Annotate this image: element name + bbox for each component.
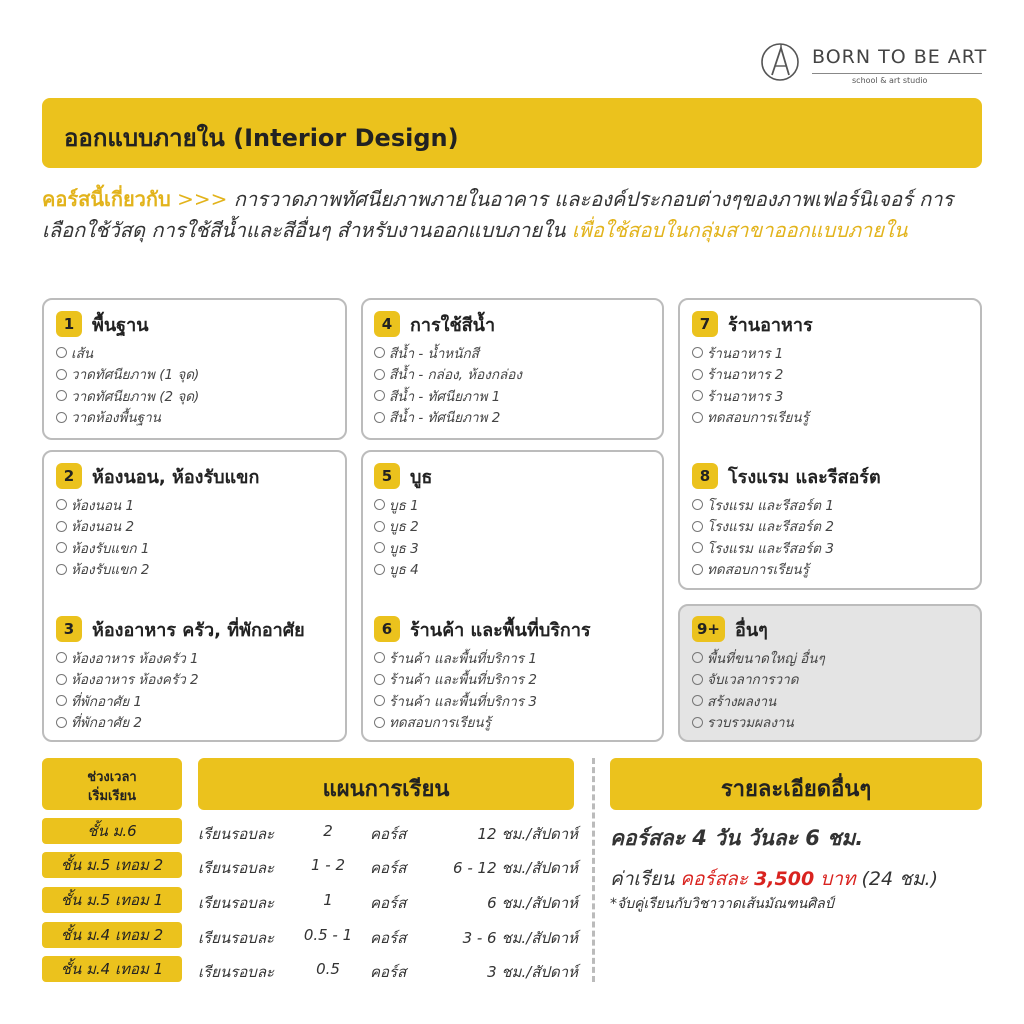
lesson-item[interactable]	[374, 647, 591, 669]
plan-count: 0.5	[316, 960, 340, 978]
lesson-label: ที่พักอาศัย 1	[71, 693, 143, 710]
lesson-label: ทดสอบการเรียนรู้	[389, 715, 491, 732]
plan-label: เรียนรอบละ	[198, 963, 275, 981]
lesson-label: ห้องรับแขก 1	[71, 540, 150, 557]
lesson-item[interactable]	[56, 669, 305, 691]
lesson-item[interactable]	[56, 690, 305, 712]
lesson-label: รวบรวมผลงาน	[707, 715, 794, 732]
radio-icon[interactable]	[692, 674, 703, 685]
radio-icon[interactable]	[692, 412, 703, 423]
pairing-note: *จับคู่เรียนกับวิชาวาดเส้นมัณฑนศิลป์	[610, 896, 834, 912]
lesson-label: ที่พักอาศัย 2	[71, 715, 143, 732]
plan-row	[198, 956, 578, 982]
description-lead: คอร์สนี้เกี่ยวกับ	[42, 187, 171, 211]
lesson-item[interactable]	[692, 537, 881, 559]
page-title-bar	[42, 98, 982, 168]
lesson-label: จับเวลาการวาด	[707, 672, 799, 689]
lesson-label: ร้านอาหาร 3	[707, 388, 784, 405]
grade-label: ชั้น ม.4 เทอม 2	[42, 922, 182, 948]
lesson-item[interactable]	[56, 342, 199, 364]
radio-icon[interactable]	[56, 564, 67, 575]
lesson-item[interactable]	[692, 690, 825, 712]
section-7	[692, 310, 813, 428]
radio-icon[interactable]	[374, 412, 385, 423]
plan-count: 0.5 - 1	[303, 926, 353, 944]
section-title: การใช้สีน้ำ	[410, 314, 496, 336]
radio-icon[interactable]	[374, 674, 385, 685]
lesson-label: ห้องอาหาร ห้องครัว 2	[71, 672, 199, 689]
radio-icon[interactable]	[56, 347, 67, 358]
details-title: รายละเอียดอื่นๆ	[720, 777, 872, 802]
radio-icon[interactable]	[374, 542, 385, 553]
plan-count: 1	[323, 891, 333, 909]
lesson-label: สีน้ำ - กล่อง, ห้องกล่อง	[389, 367, 522, 384]
radio-icon[interactable]	[374, 369, 385, 380]
radio-icon[interactable]	[374, 695, 385, 706]
plan-count: 2	[323, 822, 333, 840]
lesson-item[interactable]	[56, 364, 199, 386]
description-arrows: >>>	[177, 187, 228, 211]
section-number: 9+	[692, 616, 725, 642]
section-title: อื่นๆ	[735, 619, 768, 641]
price-amount: 3,500	[754, 868, 815, 890]
radio-icon[interactable]	[374, 521, 385, 532]
lesson-label: โรงแรม และรีสอร์ต 3	[707, 540, 834, 557]
radio-icon[interactable]	[374, 499, 385, 510]
section-5	[374, 462, 432, 580]
lesson-label: บูธ 3	[389, 540, 419, 557]
lesson-label: เส้น	[71, 345, 94, 362]
lesson-label: บูธ 4	[389, 562, 419, 579]
lesson-label: สร้างผลงาน	[707, 693, 777, 710]
lesson-item[interactable]	[56, 407, 199, 429]
lesson-item[interactable]	[56, 647, 305, 669]
section-number: 6	[374, 616, 400, 642]
lesson-item[interactable]	[56, 516, 259, 538]
lesson-label: บูธ 1	[389, 497, 419, 514]
radio-icon[interactable]	[374, 347, 385, 358]
radio-icon[interactable]	[692, 369, 703, 380]
radio-icon[interactable]	[56, 390, 67, 401]
section-number: 5	[374, 463, 400, 489]
radio-icon[interactable]	[692, 695, 703, 706]
start-period-header	[42, 758, 182, 810]
radio-icon[interactable]	[374, 652, 385, 663]
plan-hours: 12 ชม./สัปดาห์	[477, 825, 578, 843]
price-label: ค่าเรียน	[610, 868, 681, 890]
description-body: การวาดภาพทัศนียภาพภายในอาคาร และองค์ประกอบต่างๆของภาพเฟอร์นิเจอร์ การเลือกใช้วัสดุ การใช้สีน้ำและสีอื่นๆ สำหรับงานออกแบบภายใน	[42, 187, 954, 242]
brand-tagline: school & art studio	[852, 76, 928, 85]
radio-icon[interactable]	[374, 390, 385, 401]
lesson-label: ห้องนอน 1	[71, 497, 135, 514]
lesson-label: ร้านอาหาร 1	[707, 345, 784, 362]
lesson-item[interactable]	[374, 516, 432, 538]
lesson-item[interactable]	[374, 559, 432, 581]
section-number: 3	[56, 616, 82, 642]
section-title: ห้องอาหาร ครัว, ที่พักอาศัย	[92, 619, 305, 641]
lesson-label: โรงแรม และรีสอร์ต 2	[707, 519, 834, 536]
lesson-item[interactable]	[374, 669, 591, 691]
lesson-label: บูธ 2	[389, 519, 419, 536]
lesson-label: สีน้ำ - น้ำหนักสี	[389, 345, 479, 362]
brand-divider	[812, 73, 982, 74]
radio-icon[interactable]	[374, 717, 385, 728]
lesson-item[interactable]	[692, 364, 813, 386]
study-plan-title: แผนการเรียน	[322, 777, 450, 802]
section-1	[56, 310, 199, 428]
lesson-label: พื้นที่ขนาดใหญ่ อื่นๆ	[707, 650, 825, 667]
lesson-item[interactable]	[56, 559, 259, 581]
plan-label: เรียนรอบละ	[198, 859, 275, 877]
brand-name: BORN TO BE ART	[812, 46, 988, 68]
lesson-item[interactable]	[692, 494, 881, 516]
pencil-compass-icon	[760, 42, 800, 82]
section-6	[374, 615, 591, 733]
section-number: 2	[56, 463, 82, 489]
section-title: ร้านอาหาร	[728, 314, 813, 336]
lesson-label: ร้านค้า และพื้นที่บริการ 3	[389, 693, 537, 710]
section-number: 4	[374, 311, 400, 337]
section-4	[374, 310, 522, 428]
radio-icon[interactable]	[692, 521, 703, 532]
lesson-item[interactable]	[692, 559, 881, 581]
plan-row	[198, 852, 578, 878]
lesson-item[interactable]	[692, 342, 813, 364]
plan-unit: คอร์ส	[370, 894, 407, 912]
radio-icon[interactable]	[374, 564, 385, 575]
plan-row	[198, 818, 578, 844]
radio-icon[interactable]	[692, 390, 703, 401]
radio-icon[interactable]	[56, 652, 67, 663]
grade-label: ชั้น ม.6	[42, 818, 182, 844]
radio-icon[interactable]	[56, 369, 67, 380]
brand-logo	[760, 40, 990, 90]
price-hours: (24 ชม.)	[855, 868, 939, 890]
lesson-label: ห้องนอน 2	[71, 519, 135, 536]
section-2	[56, 462, 259, 580]
lesson-item[interactable]	[692, 385, 813, 407]
radio-icon[interactable]	[56, 674, 67, 685]
plan-unit: คอร์ส	[370, 825, 407, 843]
section-number: 8	[692, 463, 718, 489]
course-price	[610, 864, 938, 894]
lesson-item[interactable]	[56, 385, 199, 407]
start-label-2: เริ่มเรียน	[88, 789, 136, 804]
plan-count: 1 - 2	[310, 856, 346, 874]
lesson-label: ห้องรับแขก 2	[71, 562, 150, 579]
section-title: โรงแรม และรีสอร์ต	[728, 466, 881, 488]
plan-label: เรียนรอบละ	[198, 894, 275, 912]
radio-icon[interactable]	[56, 542, 67, 553]
lesson-label: ห้องอาหาร ห้องครัว 1	[71, 650, 199, 667]
plan-hours: 3 - 6 ชม./สัปดาห์	[462, 929, 578, 947]
description-highlight: เพื่อใช้สอบในกลุ่มสาขาออกแบบภายใน	[571, 218, 908, 242]
radio-icon[interactable]	[56, 521, 67, 532]
section-title: ห้องนอน, ห้องรับแขก	[92, 466, 260, 488]
lesson-item[interactable]	[56, 494, 259, 516]
plan-label: เรียนรอบละ	[198, 825, 275, 843]
lesson-label: โรงแรม และรีสอร์ต 1	[707, 497, 834, 514]
section-9	[692, 615, 825, 733]
radio-icon[interactable]	[692, 652, 703, 663]
plan-unit: คอร์ส	[370, 929, 407, 947]
price-prefix: คอร์สละ	[680, 868, 755, 890]
section-title: ร้านค้า และพื้นที่บริการ	[410, 619, 591, 641]
plan-unit: คอร์ส	[370, 963, 407, 981]
radio-icon[interactable]	[56, 695, 67, 706]
grade-label: ชั้น ม.5 เทอม 1	[42, 887, 182, 913]
lesson-item[interactable]	[692, 516, 881, 538]
lesson-item[interactable]	[692, 407, 813, 429]
section-title: บูธ	[410, 466, 433, 488]
radio-icon[interactable]	[692, 347, 703, 358]
start-label-1: ช่วงเวลา	[87, 770, 137, 785]
lesson-label: วาดทัศนียภาพ (1 จุด)	[71, 367, 200, 384]
lesson-item[interactable]	[374, 712, 591, 734]
lesson-label: ทดสอบการเรียนรู้	[707, 410, 809, 427]
price-currency: บาท	[814, 868, 856, 890]
lesson-label: สีน้ำ - ทัศนียภาพ 2	[389, 410, 501, 427]
details-header	[610, 758, 982, 810]
radio-icon[interactable]	[692, 717, 703, 728]
lesson-item[interactable]	[692, 669, 825, 691]
lesson-label: ทดสอบการเรียนรู้	[707, 562, 809, 579]
page-title: ออกแบบภายใน (Interior Design)	[64, 124, 459, 152]
lesson-label: ร้านอาหาร 2	[707, 367, 784, 384]
radio-icon[interactable]	[56, 412, 67, 423]
lesson-item[interactable]	[692, 712, 825, 734]
lesson-item[interactable]	[56, 537, 259, 559]
radio-icon[interactable]	[692, 542, 703, 553]
section-number: 1	[56, 311, 82, 337]
course-description	[42, 184, 992, 246]
lesson-item[interactable]	[374, 407, 522, 429]
plan-row	[198, 887, 578, 913]
plan-row	[198, 922, 578, 948]
lesson-item[interactable]	[374, 690, 591, 712]
radio-icon[interactable]	[56, 499, 67, 510]
lesson-item[interactable]	[692, 647, 825, 669]
lesson-label: ร้านค้า และพื้นที่บริการ 1	[389, 650, 537, 667]
grade-label: ชั้น ม.5 เทอม 2	[42, 852, 182, 878]
section-3	[56, 615, 305, 733]
plan-unit: คอร์ส	[370, 859, 407, 877]
section-title: พื้นฐาน	[92, 314, 149, 336]
plan-label: เรียนรอบละ	[198, 929, 275, 947]
radio-icon[interactable]	[56, 717, 67, 728]
lesson-item[interactable]	[374, 494, 432, 516]
grade-label: ชั้น ม.4 เทอม 1	[42, 956, 182, 982]
study-plan-header	[198, 758, 574, 810]
radio-icon[interactable]	[692, 499, 703, 510]
course-duration: คอร์สละ 4 วัน วันละ 6 ชม.	[610, 826, 864, 850]
lesson-label: สีน้ำ - ทัศนียภาพ 1	[389, 388, 501, 405]
dashed-divider	[592, 758, 595, 982]
lesson-item[interactable]	[374, 364, 522, 386]
lesson-item[interactable]	[374, 537, 432, 559]
section-number: 7	[692, 311, 718, 337]
section-8	[692, 462, 881, 580]
lesson-item[interactable]	[374, 342, 522, 364]
radio-icon[interactable]	[692, 564, 703, 575]
plan-hours: 6 ชม./สัปดาห์	[487, 894, 578, 912]
plan-hours: 3 ชม./สัปดาห์	[487, 963, 578, 981]
lesson-label: วาดห้องพื้นฐาน	[71, 410, 161, 427]
lesson-label: ร้านค้า และพื้นที่บริการ 2	[389, 672, 537, 689]
lesson-item[interactable]	[374, 385, 522, 407]
plan-hours: 6 - 12 ชม./สัปดาห์	[453, 859, 578, 877]
lesson-item[interactable]	[56, 712, 305, 734]
lesson-label: วาดทัศนียภาพ (2 จุด)	[71, 388, 200, 405]
